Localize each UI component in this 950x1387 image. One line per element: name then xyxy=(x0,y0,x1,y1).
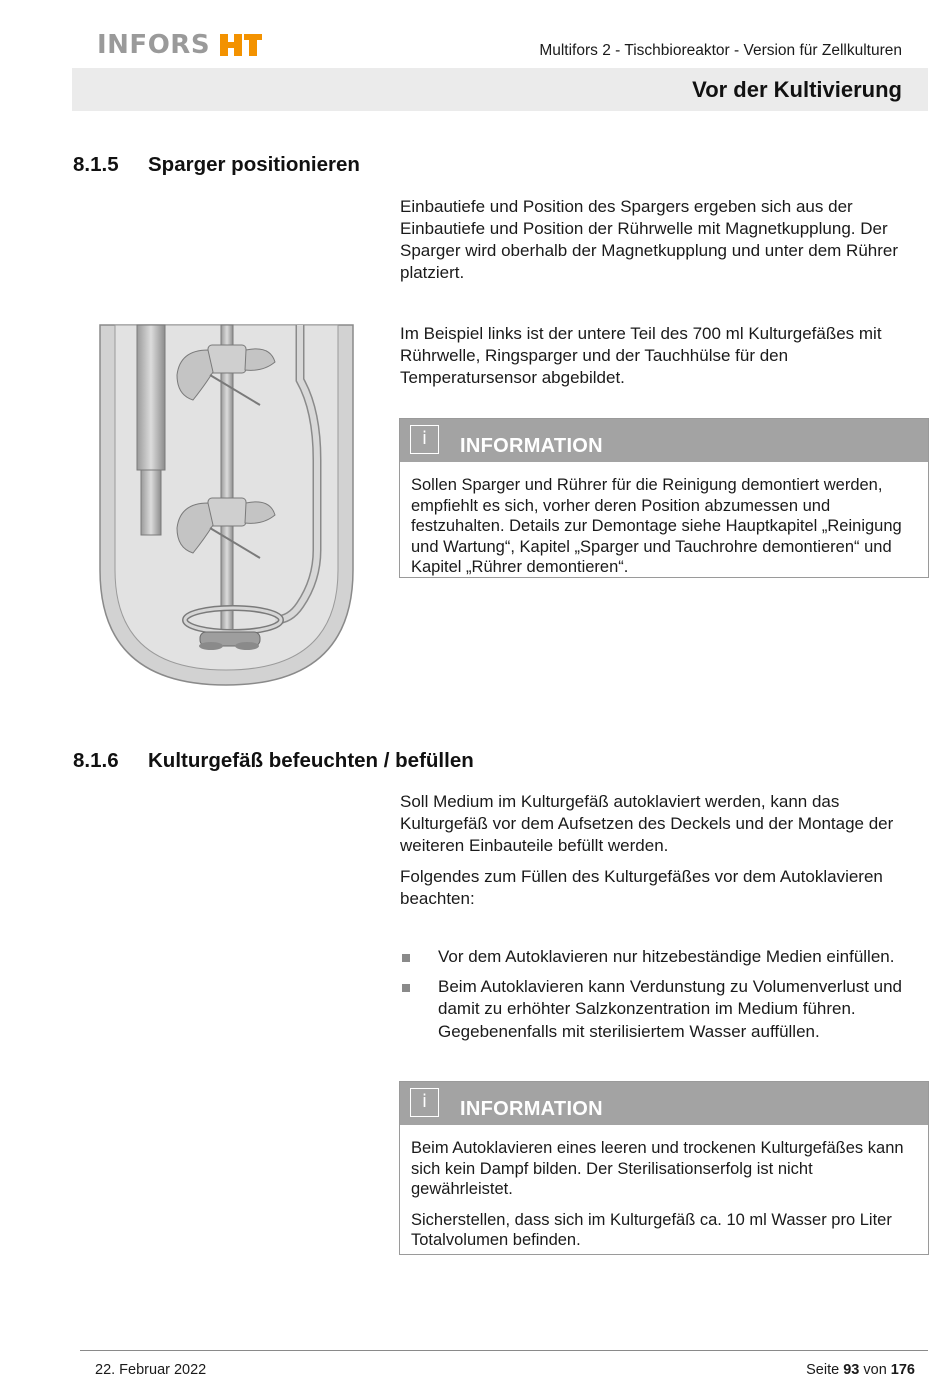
bullet-list xyxy=(400,946,928,1050)
section-title: Kulturgefäß befeuchten / befüllen xyxy=(148,749,474,772)
information-box xyxy=(399,418,929,578)
current-page: 93 xyxy=(843,1362,860,1378)
section-number: 8.1.6 xyxy=(73,749,119,772)
page-number xyxy=(806,1362,915,1378)
information-header xyxy=(400,419,928,462)
footer-divider xyxy=(80,1350,928,1351)
section-heading-8-1-6 xyxy=(73,749,474,773)
paragraph: Folgendes zum Füllen des Kulturgefäßes vor dem Autoklavieren beachten: xyxy=(400,867,883,908)
logo-text: INFORS xyxy=(97,30,211,60)
information-body xyxy=(400,462,928,586)
chapter-bar xyxy=(72,68,928,111)
information-box xyxy=(399,1081,929,1255)
paragraph: Soll Medium im Kulturgefäß autoklaviert werden, kann das Kulturgefäß vor dem Aufsetzen des Deckels und der Montage der weiteren Einbauteile befüllt werden. xyxy=(400,792,894,855)
section-number: 8.1.5 xyxy=(73,153,119,176)
list-item: Vor dem Autoklavieren nur hitzebeständige Medien einfüllen. xyxy=(400,946,928,969)
page-label: Seite xyxy=(806,1362,840,1378)
paragraph: Einbautiefe und Position des Spargers ergeben sich aus der Einbautiefe und Position der Rührwelle mit Magnetkupplung. Der Sparger wird oberhalb der Magnetkupplung und unter dem Rührer platziert. xyxy=(400,197,899,282)
list-item: Beim Autoklavieren kann Verdunstung zu Volumenverlust und damit zu erhöhter Salzkonzentration im Medium führen. Gegebenenfalls mit sterilisiertem Wasser auffüllen. xyxy=(400,976,928,1044)
page-of: von xyxy=(863,1362,887,1378)
logo-ht-mark-icon xyxy=(218,32,264,58)
information-title: INFORMATION xyxy=(460,1098,603,1120)
section-title: Sparger positionieren xyxy=(148,153,360,176)
company-logo xyxy=(97,30,264,60)
information-text: Sollen Sparger und Rührer für die Reinigung demontiert werden, empfiehlt es sich, vorher deren Position abzumessen und festzuhalten. Details zur Demontage siehe Hauptkapitel „Reinigung und Wartung“, Kapitel „Sparger und Tauchrohre demontieren“ und Kapitel „Rührer demontieren“. xyxy=(411,476,902,576)
info-icon: i xyxy=(410,1088,439,1117)
total-pages: 176 xyxy=(890,1362,915,1378)
info-icon: i xyxy=(410,425,439,454)
document-title: Multifors 2 - Tischbioreaktor - Version für Zellkulturen xyxy=(539,42,902,59)
chapter-title: Vor der Kultivierung xyxy=(692,77,902,102)
vessel-illustration xyxy=(95,320,360,690)
footer-date: 22. Februar 2022 xyxy=(95,1362,207,1378)
information-text: Beim Autoklavieren eines leeren und trockenen Kulturgefäßes kann sich kein Dampf bilden. Der Sterilisationserfolg ist nicht gewährleistet. xyxy=(411,1139,904,1198)
section-heading-8-1-5 xyxy=(73,153,360,177)
information-title: INFORMATION xyxy=(460,435,603,457)
paragraph: Im Beispiel links ist der untere Teil des 700 ml Kulturgefäßes mit Rührwelle, Ringsparger und der Tauchhülse für den Temperatursensor abgebildet. xyxy=(400,324,882,387)
information-text: Sicherstellen, dass sich im Kulturgefäß ca. 10 ml Wasser pro Liter Totalvolumen befinden. xyxy=(411,1210,892,1249)
information-body xyxy=(400,1125,928,1259)
information-header xyxy=(400,1082,928,1125)
